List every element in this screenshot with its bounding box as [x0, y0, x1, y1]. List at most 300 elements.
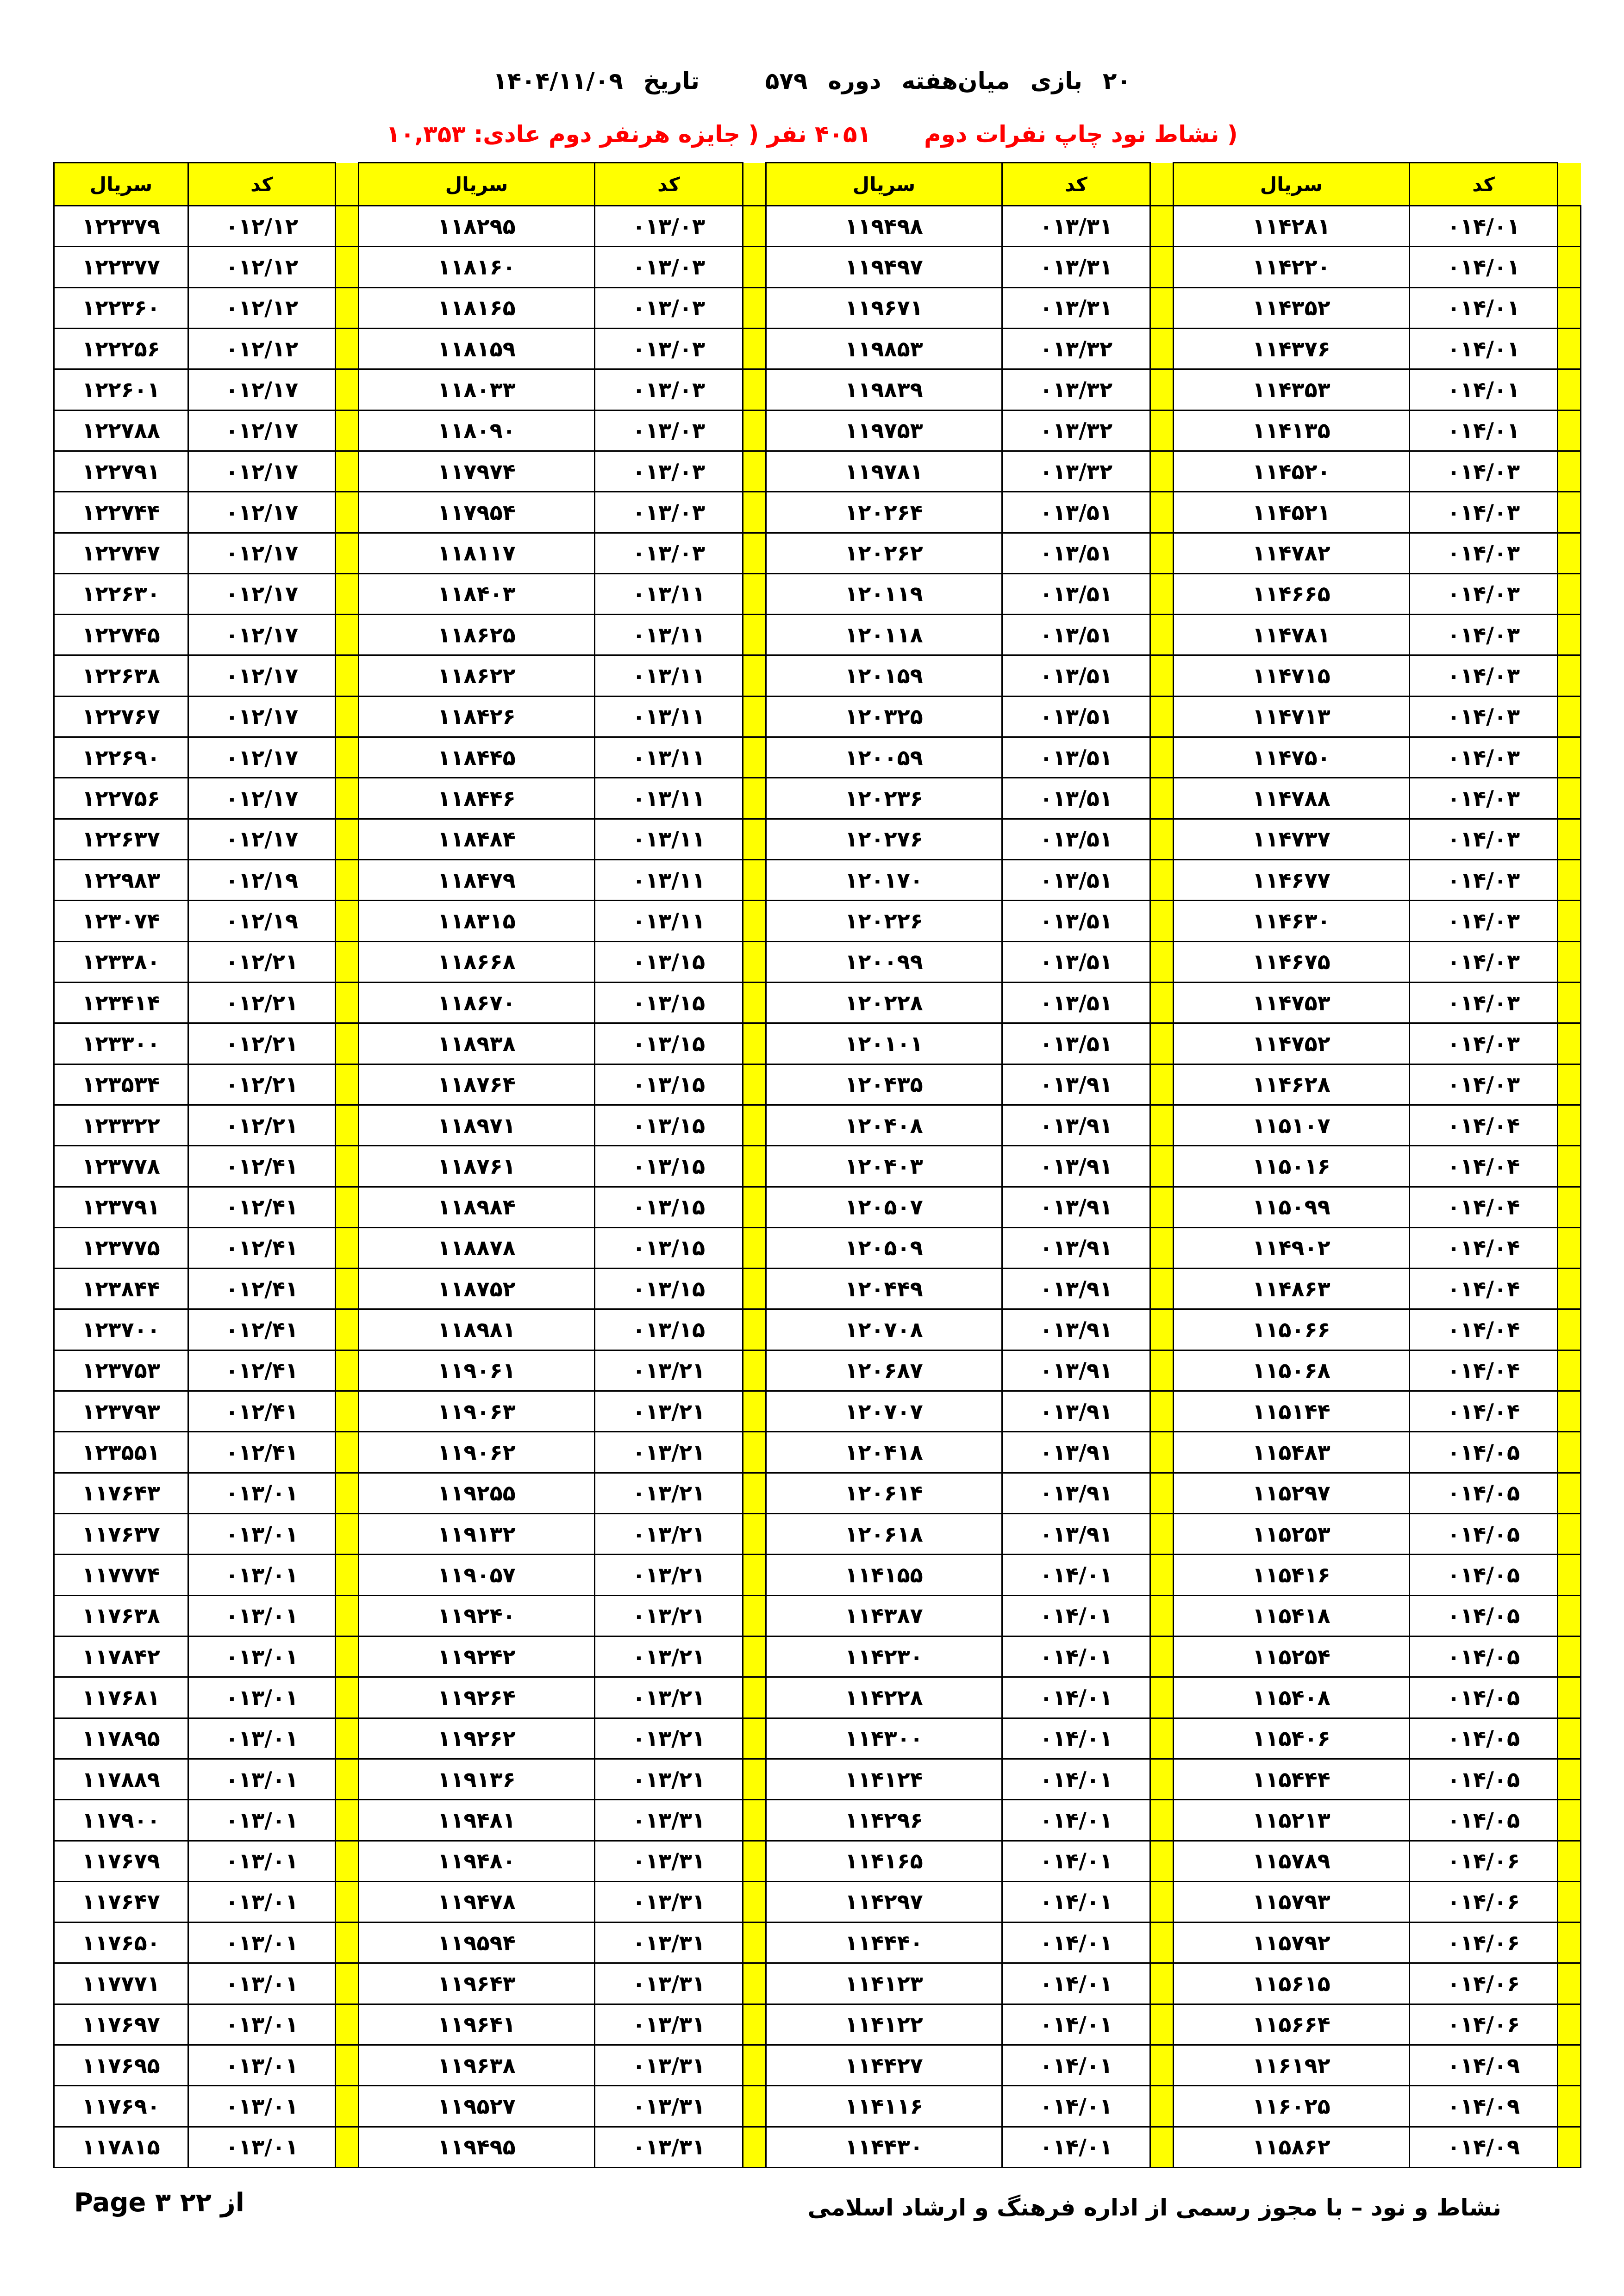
code-cell: ۰۱۳/۰۱	[188, 1800, 336, 1841]
row-spacer	[743, 328, 766, 369]
row-spacer	[743, 206, 766, 247]
serial-cell: ۱۱۴۴۳۰	[766, 2127, 1002, 2167]
code-cell: ۰۱۴/۰۱	[1002, 2086, 1150, 2127]
serial-cell: ۱۱۴۲۳۰	[766, 1636, 1002, 1677]
serial-cell: ۱۲۲۷۶۷	[54, 696, 188, 737]
table-row	[54, 615, 1581, 655]
code-cell: ۰۱۴/۰۱	[1002, 1636, 1150, 1677]
row-spacer	[1558, 1841, 1581, 1881]
code-cell: ۰۱۴/۰۹	[1410, 2086, 1558, 2127]
row-spacer	[336, 615, 359, 655]
row-spacer	[336, 860, 359, 901]
code-cell: ۰۱۳/۲۱	[595, 1350, 743, 1391]
row-spacer	[1150, 1841, 1174, 1881]
serial-cell: ۱۱۴۳۸۷	[766, 1595, 1002, 1636]
table-row	[54, 492, 1581, 533]
serial-cell: ۱۱۴۸۶۳	[1174, 1269, 1410, 1309]
serial-cell: ۱۱۸۹۸۱	[359, 1309, 595, 1350]
code-cell: ۰۱۳/۰۳	[595, 451, 743, 492]
serial-cell: ۱۱۸۱۶۵	[359, 287, 595, 328]
period-number: ۵۷۹	[765, 68, 808, 94]
row-spacer	[336, 1514, 359, 1555]
code-cell: ۰۱۳/۵۱	[1002, 1023, 1150, 1064]
serial-cell: ۱۲۰۶۸۷	[766, 1350, 1002, 1391]
serial-cell: ۱۱۹۲۴۰	[359, 1595, 595, 1636]
serial-cell: ۱۱۷۶۴۳	[54, 1473, 188, 1513]
code-cell: ۰۱۳/۳۱	[595, 2086, 743, 2127]
code-cell: ۰۱۳/۰۱	[188, 1759, 336, 1799]
table-row	[54, 533, 1581, 573]
code-cell: ۰۱۳/۲۱	[595, 1595, 743, 1636]
serial-cell: ۱۱۴۷۵۳	[1174, 982, 1410, 1023]
serial-cell: ۱۲۰۱۱۸	[766, 615, 1002, 655]
serial-cell: ۱۲۳۷۰۰	[54, 1309, 188, 1350]
code-cell: ۰۱۳/۳۱	[1002, 247, 1150, 287]
code-cell: ۰۱۲/۱۷	[188, 778, 336, 819]
table-row	[54, 1064, 1581, 1105]
code-cell: ۰۱۴/۰۱	[1002, 1963, 1150, 2004]
serial-cell: ۱۲۰۱۷۰	[766, 860, 1002, 901]
serial-cell: ۱۱۴۲۹۶	[766, 1800, 1002, 1841]
serial-cell: ۱۱۴۱۲۴	[766, 1759, 1002, 1799]
row-spacer	[336, 696, 359, 737]
serial-cell: ۱۱۵۲۱۳	[1174, 1800, 1410, 1841]
code-cell: ۰۱۴/۰۱	[1002, 2004, 1150, 2045]
table-row	[54, 2004, 1581, 2045]
code-cell: ۰۱۴/۰۱	[1002, 1923, 1150, 1963]
serial-cell: ۱۱۴۱۲۲	[766, 2004, 1002, 2045]
row-spacer	[1558, 573, 1581, 614]
footer-license-text: نشاط و نود – با مجوز رسمی از اداره فرهنگ و ارشاد اسلامی	[807, 2194, 1501, 2221]
code-cell: ۰۱۴/۰۵	[1410, 1514, 1558, 1555]
row-spacer	[1558, 492, 1581, 533]
code-cell: ۰۱۲/۱۷	[188, 533, 336, 573]
row-spacer	[743, 655, 766, 696]
serial-cell: ۱۱۹۰۶۲	[359, 1432, 595, 1473]
serial-cell: ۱۱۴۵۲۰	[1174, 451, 1410, 492]
row-spacer	[1558, 1227, 1581, 1268]
serial-cell: ۱۱۴۳۷۶	[1174, 328, 1410, 369]
code-cell: ۰۱۳/۹۱	[1002, 1105, 1150, 1145]
row-spacer	[743, 1759, 766, 1799]
code-cell: ۰۱۴/۰۶	[1410, 1841, 1558, 1881]
row-spacer	[1150, 1350, 1174, 1391]
row-spacer	[743, 1105, 766, 1145]
table-row	[54, 696, 1581, 737]
code-cell: ۰۱۲/۴۱	[188, 1269, 336, 1309]
serial-cell: ۱۲۰۴۰۸	[766, 1105, 1002, 1145]
code-cell: ۰۱۴/۰۱	[1410, 287, 1558, 328]
row-spacer	[1558, 860, 1581, 901]
table-row	[54, 1514, 1581, 1555]
code-cell: ۰۱۳/۲۱	[595, 1473, 743, 1513]
subheader-title: ( نشاط نود چاپ نفرات دوم	[924, 121, 1238, 148]
row-spacer	[1558, 2004, 1581, 2045]
code-cell: ۰۱۴/۰۴	[1410, 1309, 1558, 1350]
serial-cell: ۱۲۰۰۵۹	[766, 737, 1002, 778]
table-row	[54, 941, 1581, 982]
row-spacer	[1150, 1514, 1174, 1555]
code-cell: ۰۱۴/۰۳	[1410, 901, 1558, 941]
row-spacer	[1150, 941, 1174, 982]
code-cell: ۰۱۴/۰۱	[1410, 369, 1558, 410]
col-header-code: کد	[1002, 163, 1150, 206]
table-row	[54, 206, 1581, 247]
code-cell: ۰۱۳/۹۱	[1002, 1146, 1150, 1187]
code-cell: ۰۱۳/۱۵	[595, 1023, 743, 1064]
serial-cell: ۱۱۴۶۲۸	[1174, 1064, 1410, 1105]
serial-cell: ۱۲۰۶۱۸	[766, 1514, 1002, 1555]
row-spacer	[1150, 819, 1174, 859]
row-spacer	[1150, 1759, 1174, 1799]
row-spacer	[743, 2004, 766, 2045]
row-spacer	[1150, 901, 1174, 941]
serial-cell: ۱۱۸۶۲۲	[359, 655, 595, 696]
serial-cell: ۱۲۰۶۱۴	[766, 1473, 1002, 1513]
code-cell: ۰۱۳/۰۱	[188, 1636, 336, 1677]
code-cell: ۰۱۳/۳۲	[1002, 410, 1150, 451]
serial-cell: ۱۱۹۴۸۰	[359, 1841, 595, 1881]
col-header-code: کد	[1410, 163, 1558, 206]
code-cell: ۰۱۳/۰۱	[188, 1677, 336, 1718]
row-spacer	[743, 615, 766, 655]
row-spacer	[1150, 369, 1174, 410]
serial-cell: ۱۲۲۳۷۷	[54, 247, 188, 287]
serial-cell: ۱۱۹۴۹۷	[766, 247, 1002, 287]
serial-cell: ۱۲۳۷۵۳	[54, 1350, 188, 1391]
code-cell: ۰۱۳/۰۱	[188, 1473, 336, 1513]
code-cell: ۰۱۴/۰۳	[1410, 615, 1558, 655]
col-header-serial: سریال	[1174, 163, 1410, 206]
serial-cell: ۱۲۰۲۳۶	[766, 778, 1002, 819]
code-cell: ۰۱۴/۰۵	[1410, 1555, 1558, 1595]
serial-cell: ۱۱۸۷۵۲	[359, 1269, 595, 1309]
row-spacer	[1150, 655, 1174, 696]
row-spacer	[743, 2127, 766, 2167]
row-spacer	[336, 1227, 359, 1268]
code-cell: ۰۱۳/۳۱	[1002, 206, 1150, 247]
serial-cell: ۱۱۴۷۵۲	[1174, 1023, 1410, 1064]
table-row	[54, 1881, 1581, 1922]
code-cell: ۰۱۴/۰۱	[1002, 1800, 1150, 1841]
serial-cell: ۱۱۷۶۵۰	[54, 1923, 188, 1963]
header-spacer	[1558, 163, 1581, 206]
serial-cell: ۱۱۵۰۶۶	[1174, 1309, 1410, 1350]
row-spacer	[336, 1146, 359, 1187]
serial-cell: ۱۱۴۴۲۷	[766, 2045, 1002, 2086]
row-spacer	[1150, 1227, 1174, 1268]
row-spacer	[743, 860, 766, 901]
code-cell: ۰۱۴/۰۱	[1410, 328, 1558, 369]
code-cell: ۰۱۴/۰۵	[1410, 1636, 1558, 1677]
row-spacer	[336, 1759, 359, 1799]
page-word: Page	[74, 2188, 146, 2218]
row-spacer	[1558, 1923, 1581, 1963]
row-spacer	[336, 1064, 359, 1105]
row-spacer	[743, 287, 766, 328]
row-spacer	[336, 247, 359, 287]
serial-cell: ۱۲۰۲۶۴	[766, 492, 1002, 533]
serial-cell: ۱۲۲۷۴۴	[54, 492, 188, 533]
code-cell: ۰۱۲/۱۷	[188, 369, 336, 410]
code-cell: ۰۱۳/۲۱	[595, 1718, 743, 1759]
serial-cell: ۱۱۸۹۸۴	[359, 1187, 595, 1227]
code-cell: ۰۱۲/۴۱	[188, 1187, 336, 1227]
row-spacer	[1150, 287, 1174, 328]
page-total: ۲۲	[180, 2188, 212, 2218]
serial-cell: ۱۱۸۴۷۹	[359, 860, 595, 901]
code-cell: ۰۱۳/۰۱	[188, 1881, 336, 1922]
row-spacer	[1150, 1309, 1174, 1350]
row-spacer	[1558, 410, 1581, 451]
serial-cell: ۱۲۳۳۰۰	[54, 1023, 188, 1064]
serial-cell: ۱۲۳۴۱۴	[54, 982, 188, 1023]
row-spacer	[743, 492, 766, 533]
serial-cell: ۱۱۴۷۵۰	[1174, 737, 1410, 778]
code-cell: ۰۱۳/۰۱	[188, 2086, 336, 2127]
code-cell: ۰۱۳/۱۵	[595, 1227, 743, 1268]
row-spacer	[1558, 1105, 1581, 1145]
row-spacer	[743, 1269, 766, 1309]
code-cell: ۰۱۴/۰۶	[1410, 1963, 1558, 2004]
serial-cell: ۱۱۸۱۶۰	[359, 247, 595, 287]
serial-cell: ۱۲۲۷۴۵	[54, 615, 188, 655]
code-cell: ۰۱۳/۰۱	[188, 1963, 336, 2004]
serial-cell: ۱۱۹۲۶۴	[359, 1677, 595, 1718]
row-spacer	[336, 573, 359, 614]
code-cell: ۰۱۳/۹۱	[1002, 1227, 1150, 1268]
code-cell: ۰۱۴/۰۶	[1410, 2004, 1558, 2045]
page-indicator	[74, 2182, 244, 2224]
serial-cell: ۱۲۳۵۵۱	[54, 1432, 188, 1473]
row-spacer	[336, 901, 359, 941]
serial-cell: ۱۲۲۷۴۷	[54, 533, 188, 573]
serial-cell: ۱۲۲۳۷۹	[54, 206, 188, 247]
code-cell: ۰۱۳/۳۲	[1002, 451, 1150, 492]
row-spacer	[1558, 982, 1581, 1023]
code-cell: ۰۱۳/۰۳	[595, 533, 743, 573]
serial-cell: ۱۱۵۶۱۵	[1174, 1963, 1410, 2004]
table-row	[54, 2127, 1581, 2167]
row-spacer	[743, 982, 766, 1023]
row-spacer	[336, 328, 359, 369]
serial-cell: ۱۱۹۴۸۱	[359, 1800, 595, 1841]
serial-cell: ۱۱۹۵۲۷	[359, 2086, 595, 2127]
code-cell: ۰۱۳/۹۱	[1002, 1350, 1150, 1391]
row-spacer	[743, 2086, 766, 2127]
code-cell: ۰۱۳/۲۱	[595, 1555, 743, 1595]
row-spacer	[743, 533, 766, 573]
serial-cell: ۱۱۹۴۹۸	[766, 206, 1002, 247]
row-spacer	[1558, 1963, 1581, 2004]
row-spacer	[1150, 2127, 1174, 2167]
serial-cell: ۱۱۴۶۷۷	[1174, 860, 1410, 901]
code-cell: ۰۱۳/۰۱	[188, 1514, 336, 1555]
code-cell: ۰۱۳/۵۱	[1002, 655, 1150, 696]
code-cell: ۰۱۳/۳۱	[595, 2045, 743, 2086]
header-spacer	[743, 163, 766, 206]
table-header-row	[54, 163, 1581, 206]
code-cell: ۰۱۲/۴۱	[188, 1391, 336, 1432]
table-row	[54, 655, 1581, 696]
serial-cell: ۱۱۹۵۹۴	[359, 1923, 595, 1963]
code-cell: ۰۱۴/۰۹	[1410, 2127, 1558, 2167]
serial-cell: ۱۱۸۴۲۶	[359, 696, 595, 737]
period-label: دوره	[828, 68, 881, 94]
row-spacer	[743, 1636, 766, 1677]
row-spacer	[1150, 1677, 1174, 1718]
serial-cell: ۱۱۴۳۰۰	[766, 1718, 1002, 1759]
serial-cell: ۱۱۴۳۵۳	[1174, 369, 1410, 410]
code-cell: ۰۱۳/۱۱	[595, 655, 743, 696]
serial-cell: ۱۱۷۸۱۵	[54, 2127, 188, 2167]
row-spacer	[336, 1881, 359, 1922]
row-spacer	[1150, 1718, 1174, 1759]
serial-cell: ۱۱۸۹۷۱	[359, 1105, 595, 1145]
serial-cell: ۱۱۴۶۷۵	[1174, 941, 1410, 982]
serial-cell: ۱۱۴۱۳۵	[1174, 410, 1410, 451]
table-row	[54, 1555, 1581, 1595]
serial-cell: ۱۱۷۶۳۷	[54, 1514, 188, 1555]
row-spacer	[336, 206, 359, 247]
row-spacer	[336, 982, 359, 1023]
code-cell: ۰۱۳/۹۱	[1002, 1269, 1150, 1309]
serial-cell: ۱۱۹۶۳۸	[359, 2045, 595, 2086]
row-spacer	[1558, 287, 1581, 328]
table-row	[54, 1963, 1581, 2004]
table-row	[54, 1636, 1581, 1677]
code-cell: ۰۱۴/۰۱	[1002, 2045, 1150, 2086]
code-cell: ۰۱۳/۱۵	[595, 1269, 743, 1309]
serial-cell: ۱۱۴۱۲۳	[766, 1963, 1002, 2004]
serial-cell: ۱۱۸۳۱۵	[359, 901, 595, 941]
code-cell: ۰۱۲/۱۷	[188, 451, 336, 492]
serial-cell: ۱۱۵۰۹۹	[1174, 1187, 1410, 1227]
code-cell: ۰۱۳/۵۱	[1002, 615, 1150, 655]
serial-cell: ۱۱۸۷۶۱	[359, 1146, 595, 1187]
serial-cell: ۱۲۰۴۳۵	[766, 1064, 1002, 1105]
serial-cell: ۱۱۴۴۴۰	[766, 1923, 1002, 1963]
code-cell: ۰۱۴/۰۱	[1410, 410, 1558, 451]
code-cell: ۰۱۳/۱۵	[595, 1105, 743, 1145]
code-cell: ۰۱۴/۰۳	[1410, 451, 1558, 492]
code-cell: ۰۱۲/۴۱	[188, 1146, 336, 1187]
table-row	[54, 287, 1581, 328]
header-spacer	[336, 163, 359, 206]
serial-cell: ۱۱۴۶۳۰	[1174, 901, 1410, 941]
code-cell: ۰۱۲/۴۱	[188, 1350, 336, 1391]
row-spacer	[743, 1595, 766, 1636]
serial-cell: ۱۲۰۵۰۹	[766, 1227, 1002, 1268]
row-spacer	[1558, 2045, 1581, 2086]
serial-cell: ۱۲۰۱۰۱	[766, 1023, 1002, 1064]
row-spacer	[743, 573, 766, 614]
row-spacer	[336, 1432, 359, 1473]
serial-cell: ۱۱۵۴۸۳	[1174, 1432, 1410, 1473]
row-spacer	[743, 1555, 766, 1595]
row-spacer	[743, 941, 766, 982]
serial-cell: ۱۱۴۵۲۱	[1174, 492, 1410, 533]
code-cell: ۰۱۳/۵۱	[1002, 860, 1150, 901]
row-spacer	[1558, 1555, 1581, 1595]
row-spacer	[743, 1227, 766, 1268]
serial-cell: ۱۱۴۷۱۵	[1174, 655, 1410, 696]
row-spacer	[336, 737, 359, 778]
table-row	[54, 410, 1581, 451]
serial-cell: ۱۱۴۲۹۷	[766, 1881, 1002, 1922]
serial-cell: ۱۱۷۷۷۱	[54, 1963, 188, 2004]
serial-cell: ۱۲۰۲۲۸	[766, 982, 1002, 1023]
code-cell: ۰۱۳/۵۱	[1002, 901, 1150, 941]
serial-cell: ۱۱۵۷۸۹	[1174, 1841, 1410, 1881]
table-row	[54, 1391, 1581, 1432]
page-of-label: از	[220, 2188, 244, 2218]
code-cell: ۰۱۴/۰۳	[1410, 655, 1558, 696]
code-cell: ۰۱۳/۰۳	[595, 492, 743, 533]
table-row	[54, 901, 1581, 941]
serial-cell: ۱۲۳۷۷۸	[54, 1146, 188, 1187]
code-cell: ۰۱۴/۰۵	[1410, 1432, 1558, 1473]
serial-cell: ۱۱۹۸۳۹	[766, 369, 1002, 410]
row-spacer	[336, 778, 359, 819]
code-cell: ۰۱۲/۱۲	[188, 328, 336, 369]
serial-cell: ۱۲۲۶۰۱	[54, 369, 188, 410]
code-cell: ۰۱۴/۰۴	[1410, 1187, 1558, 1227]
table-row	[54, 778, 1581, 819]
row-spacer	[336, 1963, 359, 2004]
serial-cell: ۱۱۷۶۹۵	[54, 2045, 188, 2086]
serial-cell: ۱۱۵۶۶۴	[1174, 2004, 1410, 2045]
row-spacer	[1150, 696, 1174, 737]
row-spacer	[1558, 941, 1581, 982]
serial-cell: ۱۱۷۷۷۴	[54, 1555, 188, 1595]
code-cell: ۰۱۴/۰۵	[1410, 1759, 1558, 1799]
code-cell: ۰۱۳/۰۳	[595, 328, 743, 369]
serial-cell: ۱۲۲۹۸۳	[54, 860, 188, 901]
subheader-prize: ۴۰۵۱ نفر ( جایزه هرنفر دوم عادی: ۱۰,۳۵۳	[386, 121, 872, 148]
table-row	[54, 1227, 1581, 1268]
code-cell: ۰۱۴/۰۳	[1410, 533, 1558, 573]
row-spacer	[1150, 1555, 1174, 1595]
serial-cell: ۱۱۵۱۰۷	[1174, 1105, 1410, 1145]
row-spacer	[743, 1473, 766, 1513]
table-row	[54, 2045, 1581, 2086]
row-spacer	[1150, 410, 1174, 451]
row-spacer	[1150, 1473, 1174, 1513]
serial-cell: ۱۱۴۲۲۰	[1174, 247, 1410, 287]
winners-table	[53, 162, 1581, 2168]
serial-cell: ۱۲۰۰۹۹	[766, 941, 1002, 982]
row-spacer	[1150, 492, 1174, 533]
row-spacer	[743, 1923, 766, 1963]
serial-cell: ۱۱۵۴۴۴	[1174, 1759, 1410, 1799]
serial-cell: ۱۱۹۲۵۵	[359, 1473, 595, 1513]
code-cell: ۰۱۴/۰۶	[1410, 1923, 1558, 1963]
code-cell: ۰۱۳/۱۵	[595, 1309, 743, 1350]
row-spacer	[1150, 573, 1174, 614]
row-spacer	[1150, 1187, 1174, 1227]
code-cell: ۰۱۳/۱۵	[595, 982, 743, 1023]
code-cell: ۰۱۳/۰۱	[188, 1718, 336, 1759]
row-spacer	[743, 1718, 766, 1759]
row-spacer	[743, 1881, 766, 1922]
code-cell: ۰۱۴/۰۴	[1410, 1105, 1558, 1145]
row-spacer	[743, 1309, 766, 1350]
code-cell: ۰۱۳/۰۱	[188, 1555, 336, 1595]
code-cell: ۰۱۳/۵۱	[1002, 819, 1150, 859]
prize-subheader	[0, 109, 1624, 160]
row-spacer	[1150, 615, 1174, 655]
